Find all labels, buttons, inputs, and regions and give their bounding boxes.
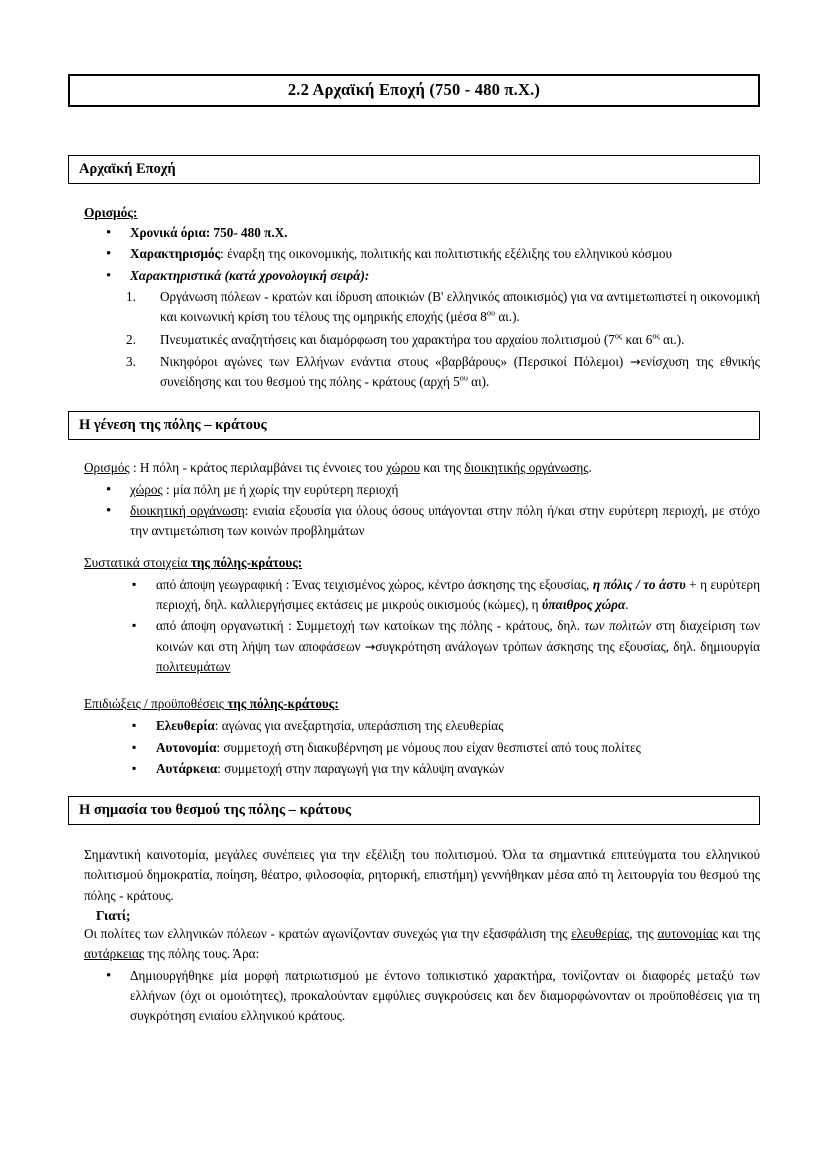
numbered-item-1 bbox=[126, 287, 760, 328]
list-item-autonomy bbox=[126, 738, 760, 758]
section-header-significance-of-polis bbox=[68, 796, 760, 825]
geographic-aspect-term-chora: ύπαιθρος χώρα bbox=[541, 597, 626, 613]
list-item-administration-concept bbox=[100, 501, 760, 542]
goals-label-a: Επιδιώξεις / προϋποθέσεις bbox=[84, 696, 228, 712]
administration-concept-term: διοικητική οργάνωση bbox=[130, 503, 245, 519]
definition-label: Ορισμός: bbox=[84, 205, 138, 220]
numbered-item-3-text-b: ενίσχυση της εθνικής συνείδησης και του θεσμού της πόλης - κράτους (αρχή 5 bbox=[160, 353, 760, 390]
list-item-geographic-aspect bbox=[126, 575, 760, 616]
numbered-item-2-sup2: ος bbox=[652, 331, 660, 341]
why-text-a: Οι πολίτες των ελληνικών πόλεων - κρατών αγωνίζονταν συνεχώς για την εξασφάλιση της bbox=[84, 925, 572, 941]
archaic-era-numbered-list bbox=[84, 287, 760, 393]
section-header-archaic-era bbox=[68, 155, 760, 184]
geographic-aspect-text-a: από άποψη γεωγραφική : Ένας τειχισμένος χώρος, κέντρο άσκησης της εξουσίας, bbox=[156, 576, 593, 592]
section-header-label: Η σημασία του θεσμού της πόλης – κράτους bbox=[79, 802, 352, 819]
why-paragraph bbox=[84, 924, 760, 964]
numbered-item-2-marker: 2. bbox=[126, 331, 136, 347]
organizational-aspect-term-citizens: των πολιτών bbox=[584, 618, 652, 634]
geographic-aspect-text-c: . bbox=[625, 597, 629, 613]
why-label: Γιατί; bbox=[96, 907, 131, 923]
significance-paragraph: Σημαντική καινοτομία, μεγάλες συνέπειες για την εξέλιξη του πολιτισμού. Όλα τα σημαντικά επιτεύγματα του ελληνικού πολιτισμού δημοκρατία, ποίηση, θέατρο, φιλοσοφία, ρητορική, επιστήμη) γεννήθηκαν μέσα από τη λειτουργία του θεσμού της πόλης - κράτους. bbox=[84, 847, 760, 903]
numbered-item-1-sup: ου bbox=[486, 308, 496, 318]
numbered-item-3-text-c: αι). bbox=[467, 374, 490, 390]
polis-definition-paragraph bbox=[84, 458, 760, 478]
list-item-space-concept bbox=[100, 480, 760, 500]
freedom-text: : αγώνας για ανεξαρτησία, υπεράσπιση της ελευθερίας bbox=[214, 718, 504, 734]
features-label: Χαρακτηριστικά (κατά χρονολογική σειρά): bbox=[130, 267, 370, 283]
numbered-item-1-text-a: Οργάνωση πόλεων - κρατών και ίδρυση αποικιών (Β' ελληνικός αποικισμός) για να αντιμετωπιστεί η οικονομική και κοινωνική κρίση του τέλους της ομηρικής εποχής (μέσα 8 bbox=[160, 288, 760, 325]
conclusion-list bbox=[84, 966, 760, 1027]
polis-definition-label: Ορισμός bbox=[84, 459, 130, 475]
why-term-self-sufficiency: αυτάρκειας bbox=[84, 945, 145, 961]
goals-label-paragraph bbox=[84, 694, 760, 714]
why-term-freedom: ελευθερίας, bbox=[571, 925, 633, 941]
numbered-item-3-sup: ου bbox=[459, 373, 468, 383]
why-term-autonomy: αυτονομίας bbox=[657, 925, 719, 941]
definition-label-wrapper bbox=[84, 204, 760, 223]
numbered-item-2-text-a: Πνευματικές αναζητήσεις και διαμόρφωση του χαρακτήρα του αρχαίου πολιτισμού (7 bbox=[160, 331, 615, 347]
chronology-label: Χρονικά όρια: bbox=[130, 225, 211, 240]
numbered-item-1-text-b: αι.). bbox=[495, 309, 520, 325]
section-header-genesis-of-polis bbox=[68, 411, 760, 440]
list-item-self-sufficiency bbox=[126, 759, 760, 779]
polis-components-list bbox=[84, 575, 760, 678]
autonomy-term: Αυτονομία bbox=[156, 739, 217, 755]
geographic-aspect-term-polis: η πόλις / το άστυ bbox=[592, 576, 686, 592]
spacer bbox=[84, 543, 760, 553]
right-arrow-icon: → bbox=[364, 638, 376, 654]
numbered-item-2-text-b: και 6 bbox=[622, 331, 653, 347]
why-text-d: της πόλης τους. Άρα: bbox=[144, 945, 260, 961]
why-text-b: της bbox=[632, 925, 658, 941]
archaic-era-bullet-list bbox=[84, 223, 760, 286]
components-label-b: της πόλης-κράτους: bbox=[190, 554, 303, 570]
section-body-genesis-of-polis bbox=[84, 458, 760, 780]
organizational-aspect-term-politeumata: πολιτευμάτων bbox=[156, 659, 231, 675]
spacer bbox=[84, 678, 760, 694]
spacer bbox=[68, 780, 760, 796]
list-item-organizational-aspect bbox=[126, 616, 760, 677]
polis-definition-text-b: και της bbox=[420, 459, 465, 475]
polis-definition-term-administration: διοικητικής οργάνωσης bbox=[464, 459, 589, 475]
components-label-a: Συστατικά στοιχεία bbox=[84, 554, 191, 570]
self-sufficiency-text: : συμμετοχή στην παραγωγή για την κάλυψη αναγκών bbox=[217, 761, 505, 777]
polis-concepts-list bbox=[84, 480, 760, 542]
numbered-item-3-marker: 3. bbox=[126, 353, 136, 369]
why-text-c: και της bbox=[718, 925, 761, 941]
geographic-aspect-text-b: + η ευρύτερη περιοχή, δηλ. καλλιεργήσιμες εκτάσεις με μικρούς οικισμούς (κώμες), η bbox=[156, 576, 760, 613]
chronology-value: 750- 480 π.Χ. bbox=[210, 225, 288, 240]
organizational-aspect-text-c: συγκρότηση ανάλογων τρόπων άσκησης της εξουσίας, δηλ. δημιουργία bbox=[375, 638, 760, 654]
document-title-box bbox=[68, 74, 760, 107]
spacer bbox=[68, 395, 760, 411]
polis-definition-text-a: : Η πόλη - κράτος περιλαμβάνει τις έννοιες του bbox=[129, 459, 387, 475]
list-item-features bbox=[100, 266, 760, 286]
polis-goals-list bbox=[84, 716, 760, 779]
autonomy-text: : συμμετοχή στη διακυβέρνηση με νόμους που είχαν θεσπιστεί από τους πολίτες bbox=[216, 739, 641, 755]
numbered-item-2 bbox=[126, 330, 760, 350]
section-body-archaic-era bbox=[84, 204, 760, 393]
self-sufficiency-term: Αυτάρκεια bbox=[156, 761, 218, 777]
list-item-conclusion: • Δημιουργήθηκε μία μορφή πατριωτισμού με έντονο τοπικιστικό χαρακτήρα, τονίζονταν οι διαφορές μεταξύ των ελλήνων (όχι οι ομοιότητες), προκαλούνταν εμφύλιες συγκρούσεις και δεν διαμορφώνονταν οι προϋποθέσεις για τη συγκρότηση ενιαίου ελληνικού κράτους. bbox=[100, 966, 760, 1027]
polis-definition-term-space: χώρου bbox=[386, 459, 421, 475]
goals-label-b: της πόλης-κράτους: bbox=[227, 696, 339, 712]
numbered-item-2-sup: ος bbox=[614, 331, 623, 341]
polis-definition-text-c: . bbox=[588, 459, 592, 475]
page-title: 2.2 Αρχαϊκή Εποχή (750 - 480 π.Χ.) bbox=[287, 80, 541, 99]
organizational-aspect-text-b: στη διαχείριση των κοινών και στη λήψη των αποφάσεων bbox=[156, 618, 760, 654]
numbered-item-3 bbox=[126, 352, 760, 393]
organizational-aspect-text-a: από άποψη οργανωτική : Συμμετοχή των κατοίκων της πόλης - κράτους, δηλ. bbox=[156, 618, 585, 634]
numbered-item-3-text-a: Νικηφόροι αγώνες των Ελλήνων ενάντια στους «βαρβάρους» (Περσικοί Πόλεμοι) bbox=[160, 353, 624, 369]
numbered-item-2-text-c: αι.). bbox=[659, 331, 685, 347]
space-concept-text: : μία πόλη με ή χωρίς την ευρύτερη περιοχή bbox=[162, 481, 399, 497]
document-content bbox=[68, 74, 760, 1028]
right-arrow-icon: → bbox=[629, 353, 641, 369]
freedom-term: Ελευθερία bbox=[156, 718, 215, 734]
section-header-label: Η γένεση της πόλης – κράτους bbox=[79, 416, 267, 433]
section-body-significance-of-polis bbox=[84, 845, 760, 1026]
list-item-freedom bbox=[126, 716, 760, 736]
numbered-item-1-marker: 1. bbox=[126, 288, 136, 304]
administration-concept-text: : ενιαία εξουσία για όλους όσους υπάγονται στην πόλη ή/και στην ευρύτερη περιοχή, με στόχο την αντιμετώπιση των κοινών προβλημάτων bbox=[130, 503, 760, 539]
characterization-value: : έναρξη της οικονομικής, πολιτικής και πολιτιστικής εξέλιξης του ελληνικού κόσμου bbox=[220, 246, 673, 262]
section-header-label: Αρχαϊκή Εποχή bbox=[79, 161, 176, 177]
space-concept-term: χώρος bbox=[130, 481, 163, 497]
components-label-paragraph bbox=[84, 553, 760, 573]
characterization-label: Χαρακτηρισμός bbox=[130, 246, 221, 262]
list-item-chronology bbox=[100, 223, 760, 243]
list-item-characterization bbox=[100, 244, 760, 264]
